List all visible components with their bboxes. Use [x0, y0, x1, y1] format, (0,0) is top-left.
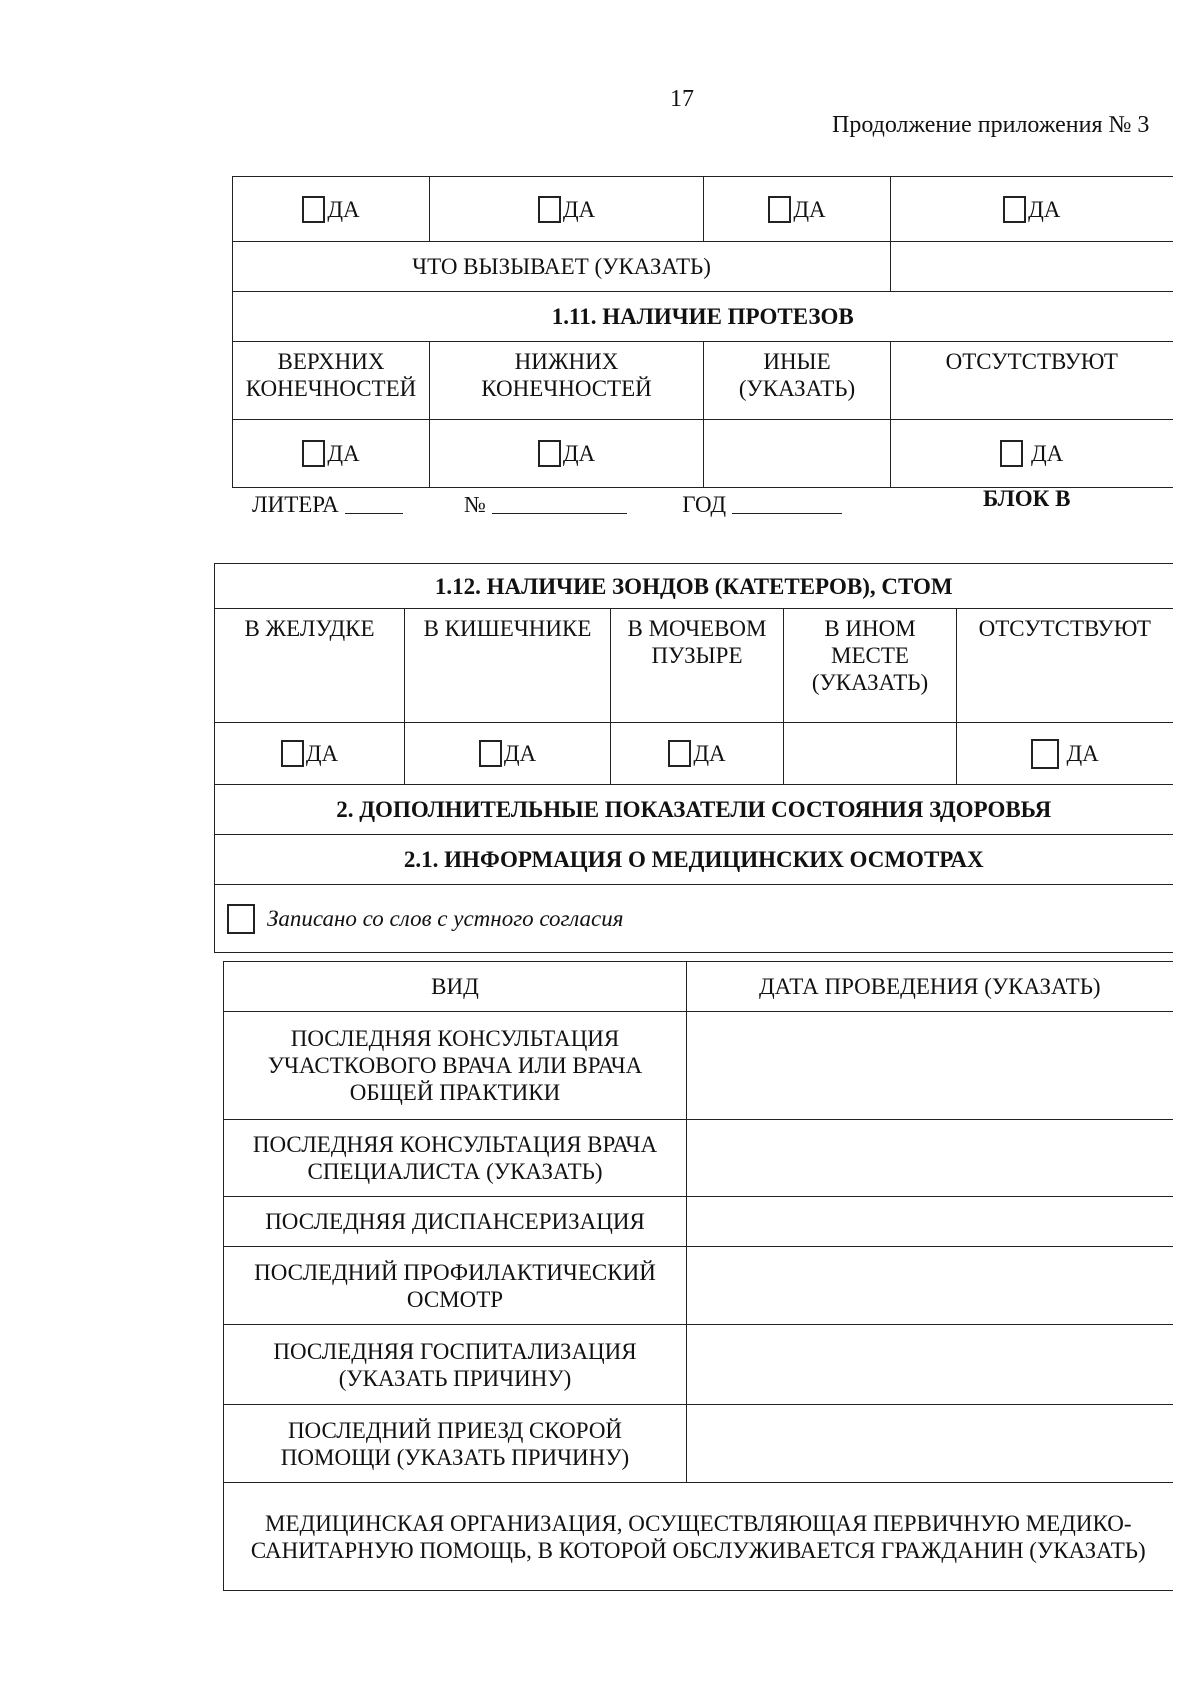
- probe-col-other: В ИНОМ МЕСТЕ (УКАЗАТЬ): [784, 609, 957, 723]
- yes-cell: [891, 177, 1173, 242]
- col-date-header: ДАТА ПРОВЕДЕНИЯ (УКАЗАТЬ): [687, 962, 1173, 1012]
- yes-label: ДА: [693, 741, 726, 766]
- other-place-field[interactable]: [784, 723, 957, 785]
- checkbox[interactable]: [1031, 739, 1059, 769]
- exam-row-date-field[interactable]: [687, 1197, 1173, 1247]
- section-2-title: 2. ДОПОЛНИТЕЛЬНЫЕ ПОКАЗАТЕЛИ СОСТОЯНИЯ ЗДОРОВЬЯ: [215, 785, 1173, 835]
- exam-row-label: ПОСЛЕДНЯЯ ГОСПИТАЛИЗАЦИЯ (УКАЗАТЬ ПРИЧИНУ): [224, 1325, 687, 1405]
- exam-row-date-field[interactable]: [687, 1012, 1173, 1120]
- probe-col-absent: ОТСУТСТВУЮТ: [957, 609, 1173, 723]
- litera-label: ЛИТЕРА: [252, 492, 339, 517]
- number-label: №: [464, 492, 486, 517]
- checkbox[interactable]: [538, 196, 561, 223]
- yes-cell: [215, 723, 405, 785]
- checkbox[interactable]: [1000, 440, 1023, 467]
- yes-cell: [430, 177, 704, 242]
- checkbox[interactable]: [768, 196, 791, 223]
- col-type-header: ВИД: [224, 962, 687, 1012]
- exam-row-date-field[interactable]: [687, 1247, 1173, 1325]
- yes-cell: [430, 420, 704, 488]
- prosthesis-col-lower: НИЖНИХ КОНЕЧНОСТЕЙ: [430, 342, 704, 420]
- yes-label: ДА: [1030, 441, 1064, 466]
- yes-label: ДА: [305, 741, 339, 766]
- other-field[interactable]: [704, 420, 891, 488]
- yes-label: ДА: [562, 196, 596, 222]
- exam-row-label: ПОСЛЕДНИЙ ПРОФИЛАКТИЧЕСКИЙ ОСМОТР: [224, 1247, 687, 1325]
- page-number: 17: [670, 86, 694, 112]
- what-causes-label: ЧТО ВЫЗЫВАЕТ (УКАЗАТЬ): [233, 242, 891, 292]
- prosthesis-col-upper: ВЕРХНИХ КОНЕЧНОСТЕЙ: [233, 342, 430, 420]
- exam-row-label: ПОСЛЕДНЯЯ КОНСУЛЬТАЦИЯ ВРАЧА СПЕЦИАЛИСТА (УКАЗАТЬ): [224, 1120, 687, 1197]
- yes-cell: [233, 420, 430, 488]
- yes-label: ДА: [327, 196, 360, 222]
- number-field[interactable]: [492, 493, 627, 514]
- consent-row: [215, 885, 1173, 953]
- medical-organization-label: МЕДИЦИНСКАЯ ОРГАНИЗАЦИЯ, ОСУЩЕСТВЛЯЮЩАЯ ПЕРВИЧНУЮ МЕДИКО-САНИТАРНУЮ ПОМОЩЬ, В КОТОРОЙ ОБСЛУЖИВАЕТСЯ ГРАЖДАНИН (УКАЗАТЬ): [224, 1483, 1173, 1591]
- yes-cell: [891, 420, 1173, 488]
- checkbox[interactable]: [302, 440, 325, 467]
- year-field[interactable]: [732, 493, 842, 514]
- what-causes-field[interactable]: [891, 242, 1173, 292]
- probes-table: [214, 563, 1173, 953]
- litera-field[interactable]: [345, 493, 403, 514]
- exam-row-label: ПОСЛЕДНЯЯ КОНСУЛЬТАЦИЯ УЧАСТКОВОГО ВРАЧА ИЛИ ВРАЧА ОБЩЕЙ ПРАКТИКИ: [224, 1012, 687, 1120]
- section-1-12-title: 1.12. НАЛИЧИЕ ЗОНДОВ (КАТЕТЕРОВ), СТОМ: [215, 564, 1173, 609]
- yes-label: ДА: [1066, 740, 1099, 766]
- yes-cell: [704, 177, 891, 242]
- yes-label: ДА: [327, 441, 360, 466]
- prosthesis-col-other: ИНЫЕ (УКАЗАТЬ): [704, 342, 891, 420]
- block-b-label: БЛОК В: [983, 486, 1071, 511]
- checkbox[interactable]: [281, 740, 304, 767]
- yes-cell: [405, 723, 611, 785]
- exams-table: [223, 961, 1173, 1591]
- section-2-1-title: 2.1. ИНФОРМАЦИЯ О МЕДИЦИНСКИХ ОСМОТРАХ: [215, 835, 1173, 885]
- probe-col-intestine: В КИШЕЧНИКЕ: [405, 609, 611, 723]
- checkbox[interactable]: [668, 740, 691, 767]
- section-1-11-title: 1.11. НАЛИЧИЕ ПРОТЕЗОВ: [233, 292, 1173, 342]
- prosthesis-col-absent: ОТСУТСТВУЮТ: [891, 342, 1173, 420]
- yes-cell: [957, 723, 1173, 785]
- yes-label: ДА: [503, 741, 537, 766]
- checkbox[interactable]: [479, 740, 502, 767]
- consent-checkbox[interactable]: [227, 904, 255, 934]
- yes-cell: [233, 177, 430, 242]
- exam-row-date-field[interactable]: [687, 1325, 1173, 1405]
- yes-label: ДА: [562, 441, 596, 466]
- checkbox[interactable]: [538, 440, 561, 467]
- prosthesis-table: [232, 176, 1173, 488]
- yes-label: ДА: [793, 196, 826, 222]
- exam-row-label: ПОСЛЕДНЯЯ ДИСПАНСЕРИЗАЦИЯ: [224, 1197, 687, 1247]
- continuation-note: Продолжение приложения № 3: [832, 112, 1150, 138]
- yes-cell: [611, 723, 784, 785]
- checkbox[interactable]: [1003, 196, 1026, 223]
- probe-col-stomach: В ЖЕЛУДКЕ: [215, 609, 405, 723]
- exam-row-label: ПОСЛЕДНИЙ ПРИЕЗД СКОРОЙ ПОМОЩИ (УКАЗАТЬ ПРИЧИНУ): [224, 1405, 687, 1483]
- exam-row-date-field[interactable]: [687, 1120, 1173, 1197]
- consent-note: Записано со слов с устного согласия: [267, 905, 624, 931]
- probe-col-bladder: В МОЧЕВОМ ПУЗЫРЕ: [611, 609, 784, 723]
- yes-label: ДА: [1028, 196, 1061, 222]
- year-label: ГОД: [682, 492, 727, 517]
- checkbox[interactable]: [302, 196, 325, 223]
- exam-row-date-field[interactable]: [687, 1405, 1173, 1483]
